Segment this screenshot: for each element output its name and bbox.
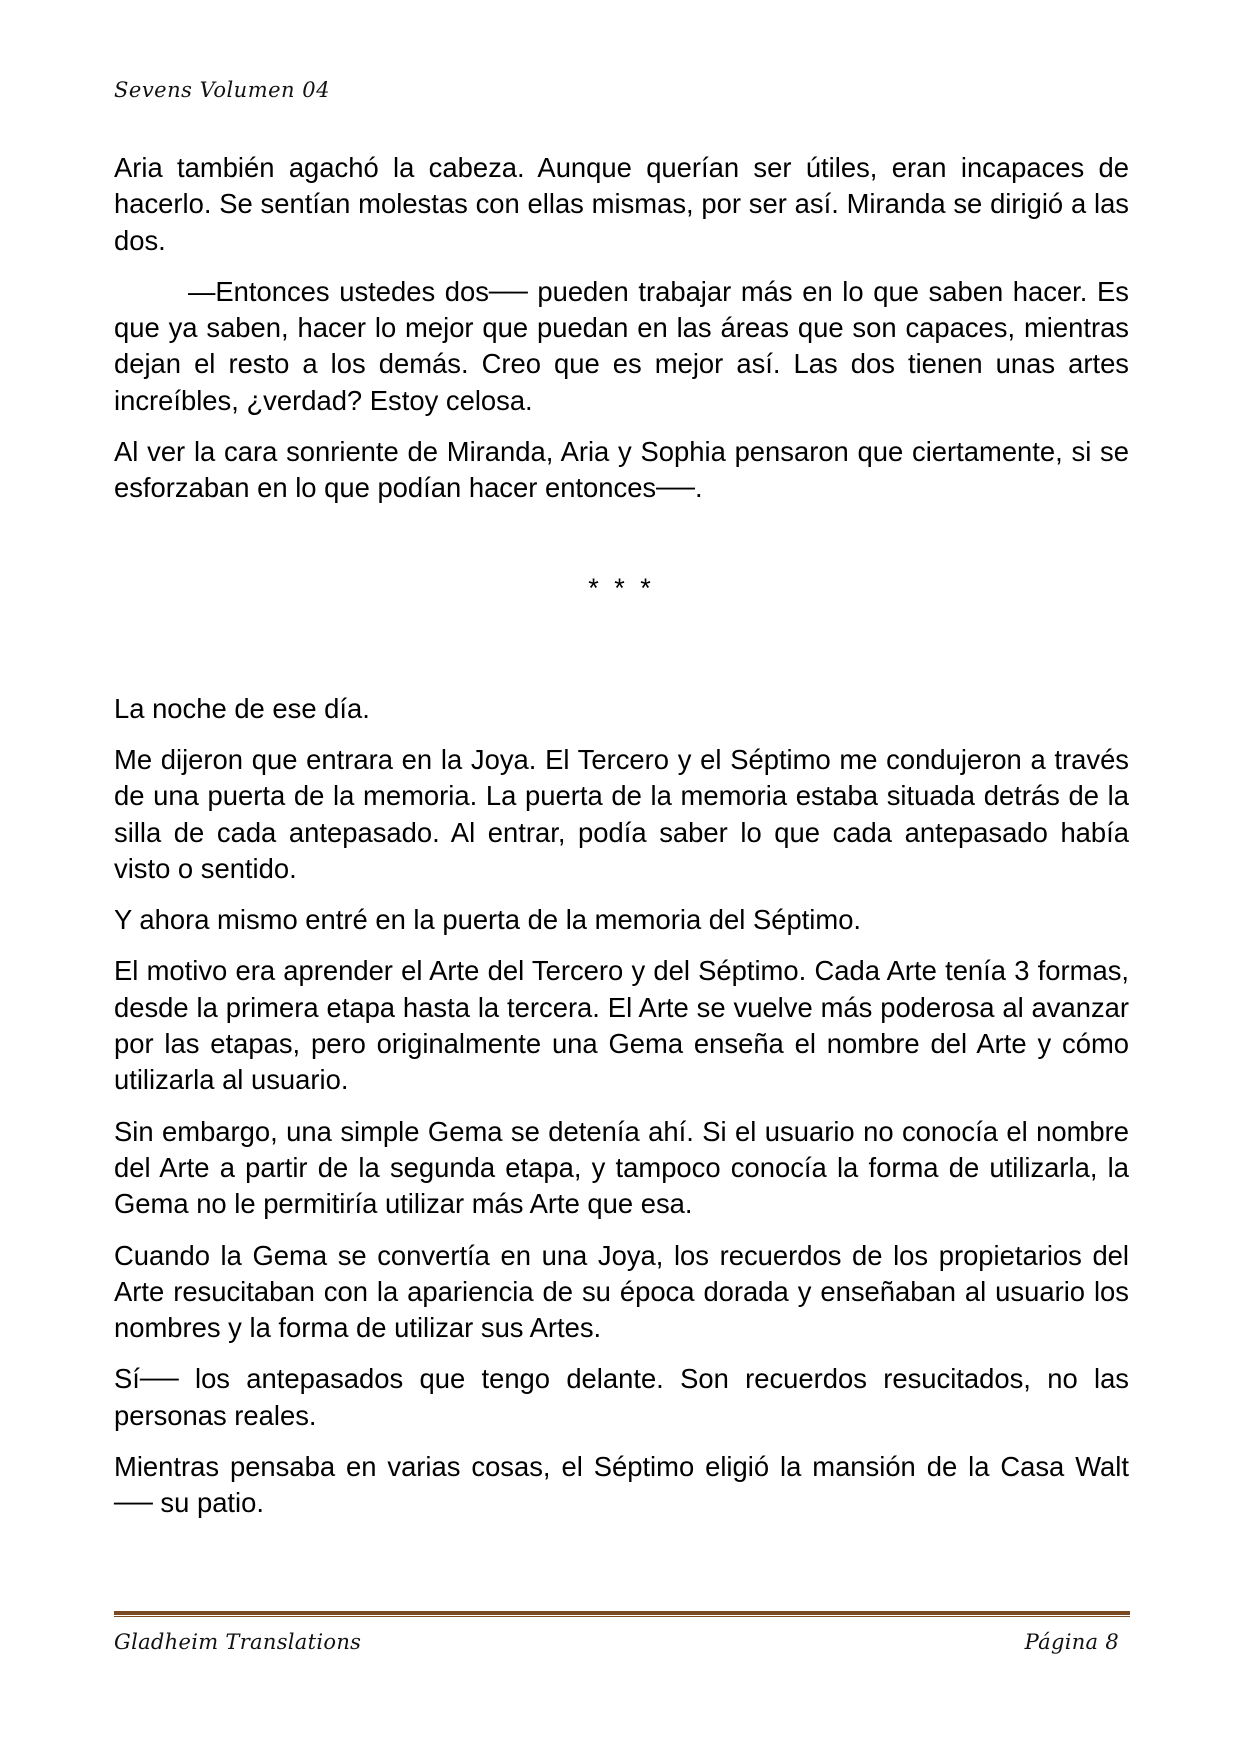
paragraph: Sí── los antepasados que tengo delante. Son recuerdos resucitados, no las personas reales. bbox=[114, 1363, 1129, 1431]
paragraph: Y ahora mismo entré en la puerta de la memoria del Séptimo. bbox=[114, 904, 862, 936]
scene-break: * * * bbox=[588, 572, 655, 603]
paragraph: Me dijeron que entrara en la Joya. El Tercero y el Séptimo me condujeron a través de una puerta de la memoria. La puerta de la memoria estaba situada detrás de la silla de cada antepasado. Al entrar, podía saber lo que cada antepasado había visto o sentido. bbox=[114, 743, 1129, 884]
paragraph: Mientras pensaba en varias cosas, el Séptimo eligió la mansión de la Casa Walt ── su patio. bbox=[114, 1451, 1129, 1519]
paragraph: El motivo era aprender el Arte del Tercero y del Séptimo. Cada Arte tenía 3 formas, desde la primera etapa hasta la tercera. El Arte se vuelve más poderosa al avanzar por las etapas, pero originalmente una Gema enseña el nombre del Arte y cómo utilizarla al usuario. bbox=[114, 955, 1129, 1096]
paragraph: Cuando la Gema se convertía en una Joya, los recuerdos de los propietarios del Arte resucitaban con la apariencia de su época dorada y enseñaban al usuario los nombres y la forma de utilizar sus Artes. bbox=[114, 1239, 1129, 1344]
footer-rule bbox=[114, 1611, 1130, 1617]
body-text bbox=[114, 150, 1129, 1537]
paragraph: Aria también agachó la cabeza. Aunque querían ser útiles, eran incapaces de hacerlo. Se sentían molestas con ellas mismas, por ser así. Miranda se dirigió a las dos. bbox=[114, 152, 1129, 256]
paragraph: La noche de ese día. bbox=[114, 692, 370, 724]
running-header: Sevens Volumen 04 bbox=[114, 78, 330, 102]
paragraph: Sin embargo, una simple Gema se detenía ahí. Si el usuario no conocía el nombre del Arte a partir de la segunda etapa, y tampoco conocía la forma de utilizarla, la Gema no le permitiría utilizar más Arte que esa. bbox=[114, 1115, 1129, 1220]
paragraph: Al ver la cara sonriente de Miranda, Aria y Sophia pensaron que ciertamente, si se esforzaban en lo que podían hacer entonces──. bbox=[114, 436, 1129, 504]
footer-page-number: Página 8 bbox=[1024, 1630, 1119, 1654]
footer-publisher: Gladheim Translations bbox=[114, 1630, 362, 1654]
dialogue-paragraph: —Entonces ustedes dos── pueden trabajar más en lo que saben hacer. Es que ya saben, hacer lo mejor que puedan en las áreas que son capaces, mientras dejan el resto a los demás. Creo que es mejor así. Las dos tienen unas artes increíbles, ¿verdad? Estoy celosa. bbox=[114, 275, 1129, 416]
